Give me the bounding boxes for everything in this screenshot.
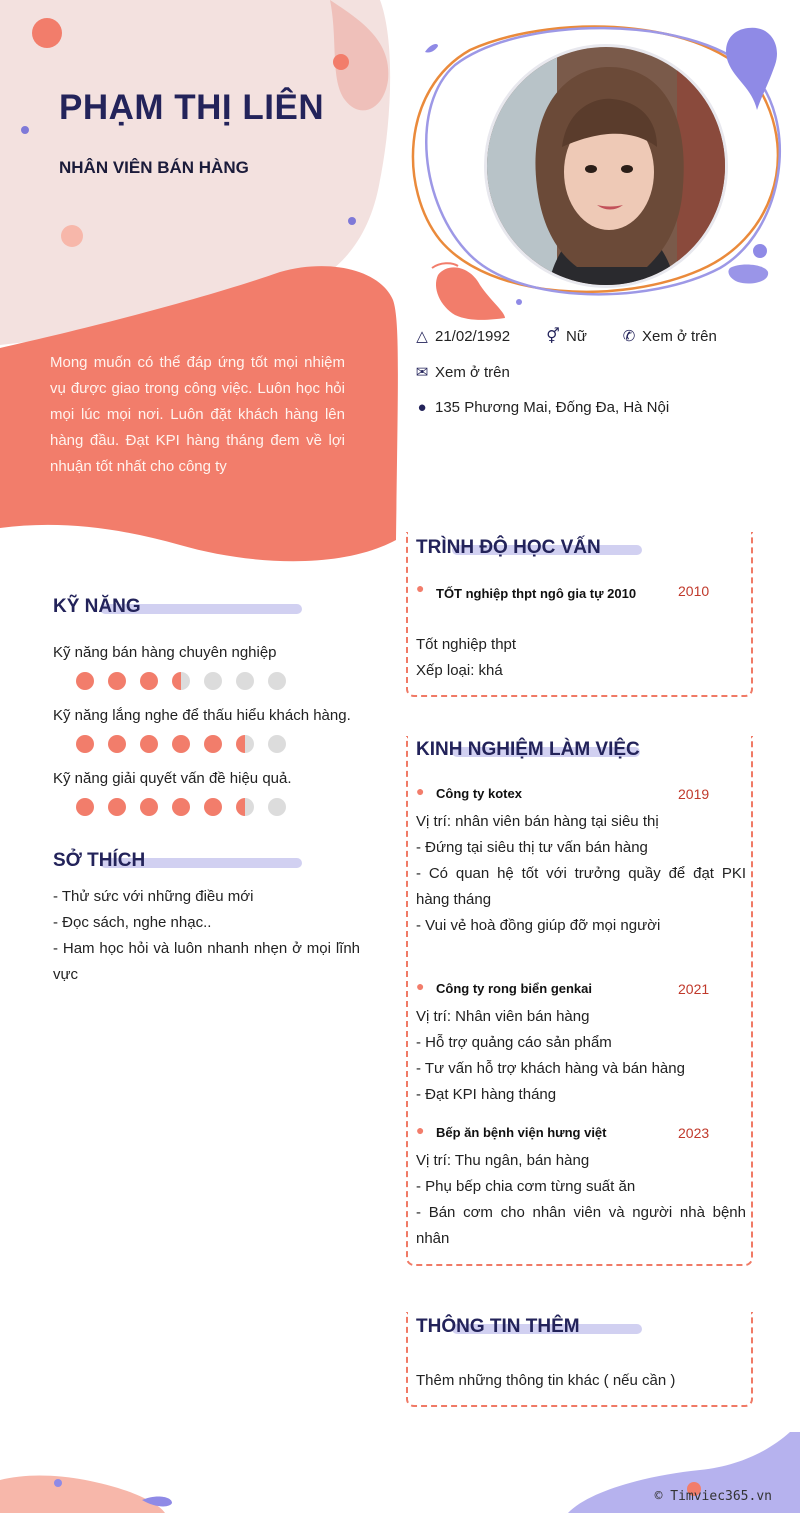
gender-value: Nữ [566,327,587,345]
skill-rating-dot [204,735,222,753]
experience-entry-3 [416,1122,746,1252]
experience-line: - Tư vấn hỗ trợ khách hàng và bán hàng [416,1060,685,1077]
skill-rating-dot [268,672,286,690]
skill-rating-dot [108,672,126,690]
experience-line: - Phụ bếp chia cơm từng suất ăn [416,1178,636,1195]
education-year: 2010 [678,583,710,599]
phone-row [621,327,717,345]
experience-year: 2021 [678,981,710,997]
experience-year: 2023 [678,1125,710,1141]
education-line: Tốt nghiệp thpt [416,636,517,653]
gender-row [545,327,587,345]
skill-rating-dot [172,672,190,690]
skill-rating-dot [236,798,254,816]
skill-2-name: Kỹ năng lắng nghe để thấu hiểu khách hàng. [53,707,351,724]
hobby-item: - Ham học hỏi và luôn nhanh nhẹn ở mọi lĩnh vực [53,940,360,983]
skill-rating-dot [172,798,190,816]
skill-rating-dot [140,798,158,816]
experience-details [416,809,746,939]
footer-credit: © Timviec365.vn [654,1489,772,1504]
hobbies-title: SỞ THÍCH [53,850,146,871]
address-row [414,399,669,416]
email-row [414,363,510,381]
experience-line: - Đứng tại siêu thị tư vấn bán hàng [416,839,648,856]
skill-rating-dot [268,798,286,816]
experience-line: Vị trí: Thu ngân, bán hàng [416,1152,590,1169]
skill-rating-dot [76,798,94,816]
cake-icon: △ [416,328,428,345]
hobby-item: - Thử sức với những điều mới [53,888,254,905]
candidate-name: PHẠM THỊ LIÊN [59,88,325,127]
skill-2-rating [76,735,286,753]
job-title: NHÂN VIÊN BÁN HÀNG [59,158,249,177]
skill-rating-dot [76,672,94,690]
experience-line: - Đạt KPI hàng tháng [416,1086,557,1103]
skill-rating-dot [172,735,190,753]
skill-3-rating [76,798,286,816]
skill-rating-dot [204,672,222,690]
map-pin-icon: ● [416,783,425,799]
experience-line: Vị trí: nhân viên bán hàng tại siêu thị [416,813,659,830]
map-pin-icon: ● [416,978,425,994]
skill-rating-dot [76,735,94,753]
address-value: 135 Phương Mai, Đống Đa, Hà Nội [435,399,670,416]
skills-title: KỸ NĂNG [53,596,141,617]
experience-line: - Có quan hệ tốt với trưởng quầy để đạt PKI hàng tháng [416,865,746,908]
company-name: Công ty kotex [436,786,522,801]
experience-line: - Vui vẻ hoà đồng giúp đỡ mọi người [416,917,661,934]
career-summary: Mong muốn có thể đáp ứng tốt mọi nhiệm vụ được giao trong công việc. Luôn học hỏi mọi lúc mọi nơi. Luôn đặt khách hàng lên hàng đầu. Đạt KPI hàng tháng đem về lợi nhuận tốt nhất cho công ty [50,354,345,475]
experience-line: Vị trí: Nhân viên bán hàng [416,1008,590,1025]
school-name: TỐT nghiệp thpt ngô gia tự 2010 [436,586,637,601]
hobby-item: - Đọc sách, nghe nhạc.. [53,914,212,931]
education-details [416,632,746,684]
skill-1-name: Kỹ năng bán hàng chuyên nghiệp [53,644,277,661]
skill-rating-dot [268,735,286,753]
company-name: Bếp ăn bệnh viện hưng việt [436,1125,607,1140]
birthday-value: 21/02/1992 [435,327,511,345]
profile-photo [484,44,728,288]
skill-rating-dot [140,735,158,753]
skill-rating-dot [140,672,158,690]
skill-3-name: Kỹ năng giải quyết vấn đề hiệu quả. [53,770,292,787]
experience-details [416,1004,746,1108]
experience-details [416,1148,746,1252]
skill-rating-dot [108,798,126,816]
map-pin-icon: ● [416,1122,425,1138]
experience-entry-2 [416,978,746,1108]
extra-info-text: Thêm những thông tin khác ( nếu cần ) [416,1372,676,1389]
birthday-row [414,327,510,345]
skill-1-rating [76,672,286,690]
education-title: TRÌNH ĐỘ HỌC VẤN [416,537,601,558]
hobbies-list [53,884,360,988]
map-pin-icon: ● [417,399,427,416]
email-value: Xem ở trên [435,363,510,381]
education-line: Xếp loại: khá [416,662,503,679]
experience-entry-1 [416,783,746,939]
education-entry [416,580,746,684]
company-name: Công ty rong biển genkai [436,981,593,996]
experience-title: KINH NGHIỆM LÀM VIỆC [416,739,640,760]
experience-year: 2019 [678,786,710,802]
envelope-icon: ✉ [415,364,429,381]
map-pin-icon: ● [416,580,425,596]
skill-rating-dot [236,672,254,690]
experience-line: - Bán cơm cho nhân viên và người nhà bệnh nhân [416,1204,746,1247]
extra-info-title: THÔNG TIN THÊM [416,1316,580,1337]
gender-icon: ⚥ [546,328,560,345]
phone-value: Xem ở trên [642,327,717,345]
experience-line: - Hỗ trợ quảng cáo sản phẩm [416,1034,612,1051]
skill-rating-dot [204,798,222,816]
skill-rating-dot [236,735,254,753]
skill-rating-dot [108,735,126,753]
portrait-illustration [487,47,728,288]
phone-icon: ✆ [622,328,636,345]
